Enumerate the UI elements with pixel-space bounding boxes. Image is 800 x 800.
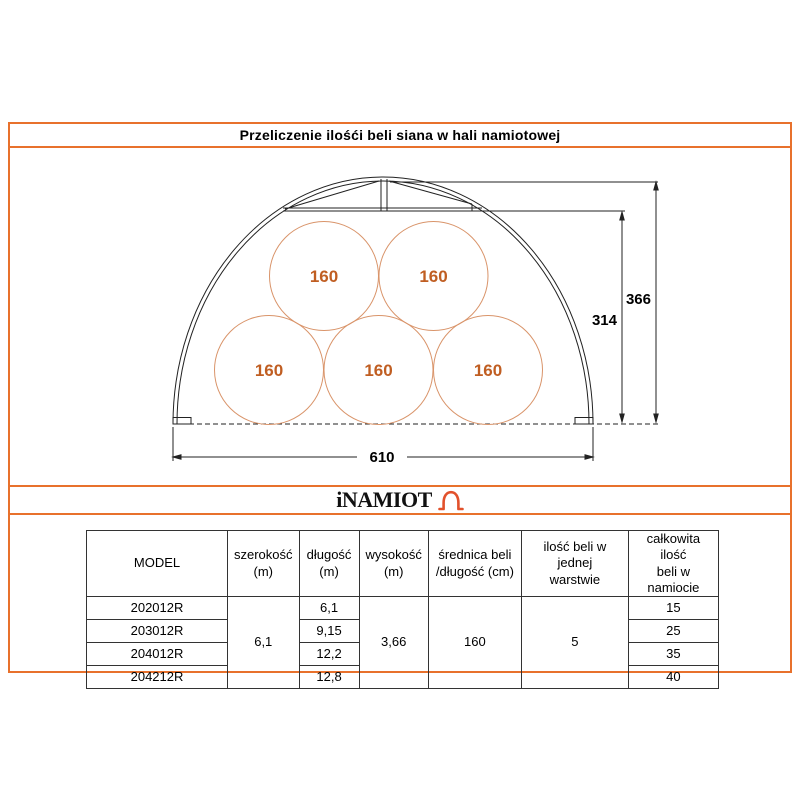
sheet-container	[8, 122, 792, 684]
bale-diameter-label: 160	[419, 267, 448, 286]
header-unit: (m)	[383, 563, 404, 579]
model-cell: 202012R	[87, 597, 228, 620]
bale-labels-group	[255, 267, 502, 380]
spec-table-panel	[8, 513, 792, 684]
arrowhead	[585, 455, 593, 459]
arrowhead	[620, 414, 624, 422]
model-cell: 204012R	[87, 643, 228, 666]
bale-diameter-label: 160	[473, 361, 503, 380]
dimension-366-label: 366	[625, 291, 651, 308]
arrowhead	[173, 455, 181, 459]
header-text: długość	[306, 547, 352, 563]
column-header-wysokosc	[359, 531, 428, 597]
szerokosc-merged-cell: 6,1	[228, 597, 300, 689]
total-cell: 40	[628, 666, 718, 689]
ilosc-merged-cell: 5	[521, 597, 628, 689]
column-header-szerokosc	[228, 531, 300, 597]
spec-table	[86, 530, 719, 689]
page-title: Przeliczenie ilośći beli siana w hali namiotowej	[239, 127, 561, 143]
bale-diameter-label: 160	[364, 361, 393, 380]
dlugosc-cell: 9,15	[299, 620, 359, 643]
dlugosc-cell: 12,8	[299, 666, 359, 689]
left-foot	[173, 418, 191, 425]
header-text: wysokość	[365, 547, 422, 563]
hay-bales-group	[215, 222, 543, 425]
tent-arch-outer	[173, 177, 593, 424]
header-unit: /długość (cm)	[435, 563, 514, 579]
right-foot	[575, 418, 593, 425]
bale-diameter-label: 160	[309, 267, 339, 286]
header-text: warstwie	[549, 571, 601, 587]
column-header-ilosc-warstwa	[521, 531, 628, 597]
total-cell: 35	[628, 643, 718, 666]
header-unit: (m)	[319, 563, 339, 579]
title-bar	[8, 122, 792, 148]
tent-cross-section-panel	[8, 146, 792, 487]
dimension-314-label: 314	[591, 312, 617, 329]
wysokosc-merged-cell: 3,66	[359, 597, 428, 689]
total-cell: 25	[628, 620, 718, 643]
dimension-610-label: 610	[369, 449, 395, 466]
column-header-dlugosc	[299, 531, 359, 597]
column-header-model	[87, 531, 228, 597]
model-cell: 203012R	[87, 620, 228, 643]
arrowhead	[654, 414, 658, 422]
model-cell: 204212R	[87, 666, 228, 689]
arrowhead	[620, 212, 624, 220]
dimension-labels-group	[369, 291, 651, 466]
total-cell: 15	[628, 597, 718, 620]
right-roof-brace	[389, 181, 472, 204]
tent-arch-inner	[177, 181, 589, 424]
left-roof-brace	[285, 181, 379, 209]
header-text: średnica beli	[438, 547, 512, 563]
header-row	[87, 531, 719, 597]
header-text: ilość beli w jednej	[543, 539, 607, 571]
table-row	[87, 597, 719, 620]
dlugosc-cell: 6,1	[299, 597, 359, 620]
header-text: MODEL	[133, 555, 181, 571]
header-text: beli w namiocie	[647, 563, 700, 595]
srednica-merged-cell: 160	[428, 597, 521, 689]
header-text: całkowita ilość	[646, 531, 701, 563]
arrowhead	[654, 182, 658, 190]
bale-diameter-label: 160	[254, 361, 284, 380]
tent-arch-icon	[438, 488, 464, 512]
column-header-srednica	[428, 531, 521, 597]
dlugosc-cell: 12,2	[299, 643, 359, 666]
tent-cross-section-drawing	[10, 148, 790, 485]
column-header-calkowita	[628, 531, 718, 597]
brand-bar	[8, 485, 792, 515]
header-unit: (m)	[253, 563, 274, 579]
header-text: szerokość	[234, 547, 293, 563]
brand-logo-text: iNAMIOT	[336, 487, 432, 512]
